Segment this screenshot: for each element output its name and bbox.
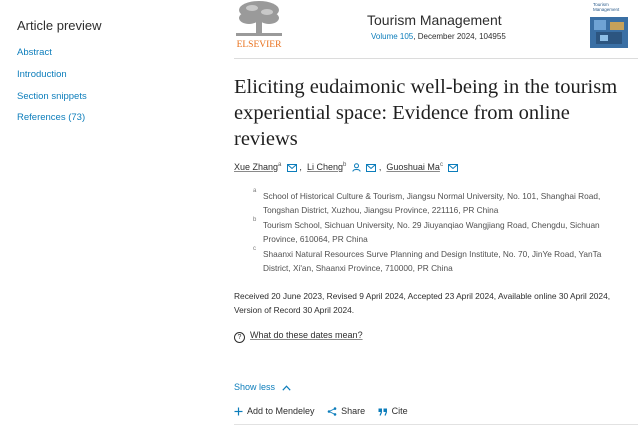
elsevier-tree-icon xyxy=(234,0,284,50)
add-to-mendeley-button[interactable] xyxy=(234,406,315,416)
author-name-1[interactable]: Xue Zhang xyxy=(234,162,279,172)
author-affil-sup-1: a xyxy=(278,162,282,168)
journal-cover-image xyxy=(590,0,628,48)
sidebar-link-abstract[interactable]: Abstract xyxy=(17,47,52,58)
author-name-2[interactable]: Li Cheng xyxy=(306,162,343,172)
elsevier-wordmark: ELSEVIER xyxy=(236,40,282,50)
add-to-mendeley-label: Add to Mendeley xyxy=(247,406,315,416)
affiliation-c: Shaanxi Natural Resources Surve Planning and Design Institute, No. 70, JinYe Road, YanTa District, Xi'an, Shaanxi Province, 710000, PR China xyxy=(263,249,602,273)
journal-cover[interactable] xyxy=(590,0,628,48)
author-list: Xue Zhang$^a$ , Li Cheng$^b$ , Guoshuai Ma$^c$ xyxy=(234,162,458,174)
dates-help-link[interactable] xyxy=(234,330,363,343)
sidebar xyxy=(0,0,200,431)
affiliation-a: School of Historical Culture & Tourism, Jiangsu Normal University, No. 101, Shanghai Road, Tongshan District, Xuzhou, Jiangsu Province, 221116, PR China xyxy=(263,191,601,215)
mail-icon[interactable] xyxy=(287,164,297,174)
person-icon[interactable] xyxy=(352,163,361,174)
affiliation-sup-c: c xyxy=(253,246,256,252)
share-icon xyxy=(327,407,337,416)
author-affil-sup-2: b xyxy=(342,162,347,168)
share-button[interactable] xyxy=(327,406,365,416)
sidebar-link-references[interactable]: References (73) xyxy=(17,112,86,123)
journal-issue-info xyxy=(371,32,506,41)
question-icon: ? xyxy=(234,332,245,343)
elsevier-logo[interactable] xyxy=(234,0,284,50)
journal-title[interactable]: Tourism Management xyxy=(367,12,502,28)
author-name-3[interactable]: Guoshuai Ma xyxy=(386,162,440,172)
dates-help-text: What do these dates mean? xyxy=(250,330,363,340)
sidebar-title: Article preview xyxy=(17,18,102,33)
share-label: Share xyxy=(341,406,366,416)
sidebar-link-introduction[interactable]: Introduction xyxy=(17,69,67,80)
author-affil-sup-3: c xyxy=(439,162,443,168)
affiliation-b: Tourism School, Sichuan University, No. 29 Jiuyanqiao Wangjiang Road, Chengdu, Sichuan Province, 610064, PR China xyxy=(263,220,600,244)
chevron-up-icon xyxy=(282,385,291,391)
sidebar-link-section-snippets[interactable]: Section snippets xyxy=(17,91,87,102)
svg-text:Management: Management xyxy=(593,7,620,12)
article-actions xyxy=(234,406,418,416)
svg-text:Tourism: Tourism xyxy=(593,2,609,7)
volume-link[interactable]: Volume 105 xyxy=(371,32,414,41)
quote-icon xyxy=(378,408,388,416)
mail-icon[interactable] xyxy=(366,164,376,174)
article-dates: Received 20 June 2023, Revised 9 April 2024, Accepted 23 April 2024, Available online 30 April 2024, Version of Record 30 April 2024. xyxy=(234,291,611,315)
mail-icon[interactable] xyxy=(448,164,458,174)
show-less-button[interactable] xyxy=(234,382,291,392)
affiliation-sup-a: a xyxy=(253,188,257,194)
actions-divider xyxy=(234,424,638,425)
issue-details: , December 2024, 104955 xyxy=(413,32,506,41)
cite-label: Cite xyxy=(391,406,408,416)
cite-button[interactable] xyxy=(378,406,408,416)
header-divider xyxy=(234,58,638,59)
article-title: Eliciting eudaimonic well-being in the tourism experiential space: Evidence from online reviews xyxy=(234,76,618,150)
show-less-label: Show less xyxy=(234,382,276,392)
affiliation-sup-b: b xyxy=(253,217,257,223)
plus-icon xyxy=(234,407,243,416)
